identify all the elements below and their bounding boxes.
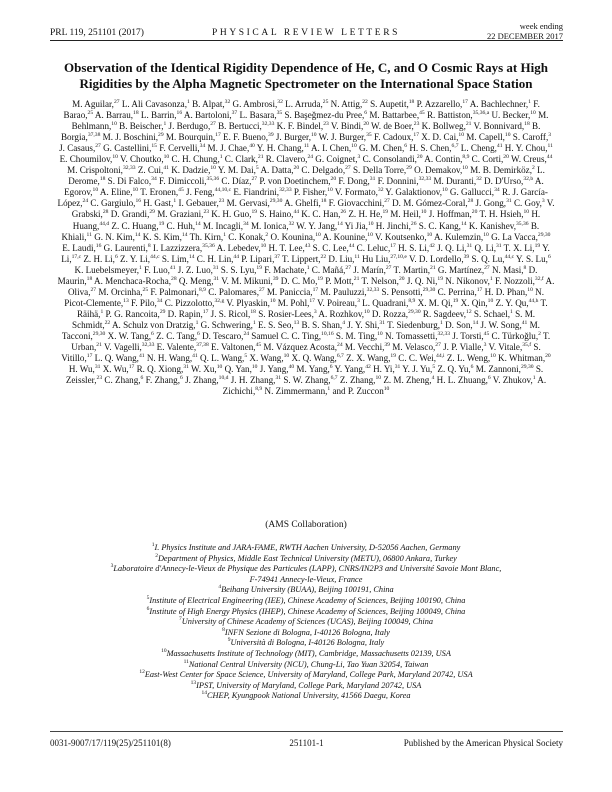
affiliation-item: [60, 564, 552, 575]
affiliation-number: 12: [139, 669, 145, 676]
doi-code: 0031-9007/17/119(25)/251101(8): [50, 738, 171, 748]
header-rule: [50, 40, 563, 41]
affiliation-number: 8: [222, 626, 225, 633]
week-ending-date: 22 DECEMBER 2017: [486, 30, 563, 41]
affiliation-number: 2: [155, 552, 158, 559]
affiliation-item: [60, 585, 552, 596]
page-header: [0, 0, 612, 60]
journal-reference: PRL 119, 251101 (2017): [50, 28, 144, 38]
affiliation-text: CHEP, Kyungpook National University, 41566 Daegu, Korea: [207, 691, 411, 701]
affiliation-text: National Central University (NCU), Chung-Li, Tao Yuan 32054, Taiwan: [188, 659, 429, 669]
affiliation-text: Beihang University (BUAA), Beijing 100191, China: [221, 585, 394, 595]
affiliation-item: [60, 681, 552, 692]
affiliation-item: [60, 617, 552, 628]
collaboration-name: (AMS Collaboration): [265, 520, 347, 530]
affiliation-text: Institute of High Energy Physics (IHEP), Chinese Academy of Sciences, Beijing 100049, China: [149, 606, 466, 616]
affiliation-number: 1: [151, 542, 155, 549]
author-list: M. Aguilar,$^{27}$ L. Ali Cavasonza,$^1$ B. Alpat,$^{32}$ G. Ambrosi,$^{32}$ L. Arruda,$^{25}$ N. Attig,$^{22}$ S. Aupetit,$^{18}$ P. Azzarello,$^{17}$ A. Bachlechner,$^1$ F. Barao,$^{25}$ A. Barrau,$^{18}$ L. Barrin,$^{16}$ A. Bartoloni,$^{37}$ L. Basara,$^{35}$ S. Başeğmez-du Pree,$^6$ M. Battarbee,$^{45}$ R. Battiston,$^{35,36,a}$ U. Becker,$^{10}$ M. Behlmann,$^{10}$ B. Beischer,$^1$ J. Berdugo,$^{27}$ B. Bertucci,$^{32,33}$ K. F. Bindel,$^{23}$ V. Bindi,$^{20}$ W. de Boer,$^{23}$ K. Bollweg,$^{21}$ V. Bonnivard,$^{18}$ B. Borgia,$^{37,38}$ M. J. Boschini,$^{29}$ M. Bourquin,$^{17}$ E. F. Bueno,$^{39}$ J. Burger,$^{10}$ W. J. Burger,$^{35}$ F. Cadoux,$^{17}$ X. D. Cai,$^{10}$ M. Capell,$^{10}$ S. Caroff,$^3$ J. Casaus,$^{27}$ G. Castellini,$^{15}$ F. Cervelli,$^{34}$ M. J. Chae,$^{40}$ Y. H. Chang,$^{11}$ A. I. Chen,$^{10}$ G. M. Chen,$^6$ H. S. Chen,$^{6,7}$ L. Cheng,$^{41}$ H. Y. Chou,$^{11}$ E. Choumilov,$^{10}$ V. Choutko,$^{10}$ C. H. Chung,$^1$ C. Clark,$^{21}$ R. Clavero,$^{24}$ G. Coignet,$^3$ C. Consolandi,$^{20}$ A. Contin,$^{8,9}$ C. Corti,$^{20}$ W. Creus,$^{44}$ M. Crispoltoni,$^{32,33}$ Z. Cui,$^{41}$ K. Dadzie,$^{10}$ Y. M. Dai,$^5$ A. Datta,$^{20}$ C. Delgado,$^{27}$ S. Della Torre,$^{29}$ O. Demakov,$^{10}$ M. B. Demirköz,$^2$ L. Derome,$^{18}$ S. Di Falco,$^{34}$ F. Dimiccoli,$^{35,36}$ C. Díaz,$^{27}$ P. von Doetinchem,$^{20}$ F. Dong,$^{31}$ F. Donnini,$^{32,33}$ M. Duranti,$^{32}$ D. D'Urso,$^{32,b}$ A. Egorov,$^{10}$ A. Eline,$^{10}$ T. Eronen,$^{45}$ J. Feng,$^{44,10,c}$ E. Fiandrini,$^{32,33}$ P. Fisher,$^{10}$ V. Formato,$^{32}$ Y. Galaktionov,$^{10}$ G. Gallucci,$^{34}$ R. J. García-López,$^{24}$ C. Gargiulo,$^{16}$ H. Gast,$^1$ I. Gebauer,$^{23}$ M. Gervasi,$^{29,30}$ A. Ghelfi,$^{18}$ F. Giovacchini,$^{27}$ D. M. Gómez-Coral,$^{28}$ J. Gong,$^{31}$ C. Goy,$^3$ V. Grabski,$^{28}$ D. Grandi,$^{29}$ M. Graziani,$^{23}$ K. H. Guo,$^{19}$ S. Haino,$^{44}$ K. C. Han,$^{26}$ Z. H. He,$^{19}$ M. Heil,$^{10}$ J. Hoffman,$^{20}$ T. H. Hsieh,$^{10}$ H. Huang,$^{44,d}$ Z. C. Huang,$^{19}$ C. Huh,$^{14}$ M. Incagli,$^{34}$ M. Ionica,$^{32}$ W. Y. Jang,$^{14}$ Yi Jia,$^{10}$ H. Jinchi,$^{26}$ S. C. Kang,$^{14}$ K. Kanishev,$^{35,36}$ B. Khiali,$^{11}$ G. N. Kim,$^{14}$ K. S. Kim,$^{14}$ Th. Kirn,$^1$ C. Konak,$^2$ O. Kounina,$^{10}$ A. Kounine,$^{10}$ V. Koutsenko,$^{10}$ A. Kulemzin,$^{10}$ G. La Vacca,$^{29,30}$ E. Laudi,$^{16}$ G. Laurenti,$^8$ I. Lazzizzera,$^{35,36}$ A. Lebedev,$^{10}$ H. T. Lee,$^{43}$ S. C. Lee,$^{44}$ C. Leluc,$^{17}$ H. S. Li,$^{42}$ J. Q. Li,$^{31}$ Q. Li,$^{31}$ T. X. Li,$^{19}$ Y. Li,$^{17,c}$ Z. H. Li,$^6$ Z. Y. Li,$^{44,c}$ S. Lim,$^{14}$ C. H. Lin,$^{44}$ P. Lipari,$^{37}$ T. Lippert,$^{22}$ D. Liu,$^{11}$ Hu Liu,$^{27,10,e}$ V. D. Lordello,$^{39}$ S. Q. Lu,$^{44,c}$ Y. S. Lu,$^6$ K. Luebelsmeyer,$^1$ F. Luo,$^{41}$ J. Z. Luo,$^{31}$ S. S. Lyu,$^{19}$ F. Machate,$^1$ C. Mañá,$^{27}$ J. Marín,$^{27}$ T. Martin,$^{21}$ G. Martínez,$^{27}$ N. Masi,$^8$ D. Maurin,$^{18}$ A. Menchaca-Rocha,$^{28}$ Q. Meng,$^{31}$ V. M. Mikuni,$^{39}$ D. C. Mo,$^{19}$ P. Mott,$^{21}$ T. Nelson,$^{20}$ J. Q. Ni,$^{19}$ N. Nikonov,$^1$ F. Nozzoli,$^{32,f}$ A. Oliva,$^{27}$ M. Orcinha,$^{25}$ F. Palmonari,$^{8,9}$ C. Palomares,$^{27}$ M. Paniccia,$^{17}$ M. Pauluzzi,$^{32,33}$ S. Pensotti,$^{29,30}$ C. Perrina,$^{17}$ H. D. Phan,$^{10}$ N. Picot-Clemente,$^{13}$ F. Pilo,$^{34}$ C. Pizzolotto,$^{32,g}$ V. Plyaskin,$^{10}$ M. Pohl,$^{17}$ V. Poireau,$^3$ L. Quadrani,$^{8,9}$ X. M. Qi,$^{19}$ X. Qin,$^{10}$ Z. Y. Qu,$^{44,h}$ T. Räihä,$^1$ P. G. Rancoita,$^{29}$ D. Rapin,$^{17}$ J. S. Ricol,$^{18}$ S. Rosier-Lees,$^3$ A. Rozhkov,$^{10}$ D. Rozza,$^{29,30}$ R. Sagdeev,$^{12}$ S. Schael,$^1$ S. M. Schmidt,$^{22}$ A. Schulz von Dratzig,$^1$ G. Schwering,$^1$ E. S. Seo,$^{13}$ B. S. Shan,$^4$ J. Y. Shi,$^{31}$ T. Siedenburg,$^1$ D. Son,$^{14}$ J. W. Song,$^{41}$ M. Tacconi,$^{29,30}$ X. W. Tang,$^6$ Z. C. Tang,$^6$ D. Tescaro,$^{24}$ Samuel C. C. Ting,$^{10,16}$ S. M. Ting,$^{10}$ N. Tomassetti,$^{32,33}$ J. Torsti,$^{45}$ C. Türkoğlu,$^2$ T. Urban,$^{21}$ V. Vagelli,$^{32,33}$ E. Valente,$^{37,38}$ E. Valtonen,$^{45}$ M. Vázquez Acosta,$^{24}$ M. Vecchi,$^{39}$ M. Velasco,$^{27}$ J. P. Vialle,$^3$ V. Vitale,$^{35,f}$ S. Vitillo,$^{17}$ L. Q. Wang,$^{41}$ N. H. Wang,$^{41}$ Q. L. Wang,$^5$ X. Wang,$^{10}$ X. Q. Wang,$^{6,7}$ Z. X. Wang,$^{19}$ C. C. Wei,$^{44,i}$ Z. L. Weng,$^{10}$ K. Whitman,$^{20}$ H. Wu,$^{31}$ X. Wu,$^{17}$ R. Q. Xiong,$^{31}$ W. Xu,$^{10}$ Q. Yan,$^{10}$ J. Yang,$^{40}$ M. Yang,$^6$ Y. Yang,$^{42}$ H. Yi,$^{31}$ Y. J. Yu,$^5$ Z. Q. Yu,$^6$ M. Zannoni,$^{29,30}$ S. Zeissler,$^{23}$ C. Zhang,$^6$ F. Zhang,$^6$ J. Zhang,$^{10,d}$ J. H. Zhang,$^{31}$ S. W. Zhang,$^{6,7}$ Z. Zhang,$^{10}$ Z. M. Zheng,$^4$ H. L. Zhuang,$^6$ V. Zhukov,$^1$ A. Zichichi,$^{8,9}$ N. Zimmermann,$^1$ and P. Zuccon$^{10}$: [57, 98, 555, 397]
affiliation-item: [60, 628, 552, 639]
page-footer: [50, 738, 563, 752]
affiliation-text: Institute of Electrical Engineering (IEE), Chinese Academy of Sciences, Beijing 100190, China: [149, 595, 466, 605]
journal-name: PHYSICAL REVIEW LETTERS: [211, 28, 401, 38]
affiliation-number: 11: [183, 658, 189, 665]
affiliation-text: I. Physics Institute and JARA-FAME, RWTH Aachen University, D-52056 Aachen, Germany: [154, 543, 461, 552]
affiliation-item: [60, 649, 552, 660]
affiliation-text: Massachusetts Institute of Technology (MIT), Cambridge, Massachusetts 02139, USA: [166, 648, 451, 658]
affiliation-text: University of Chinese Academy of Sciences (UCAS), Beijing 100049, China: [181, 617, 433, 627]
affiliation-number: 10: [161, 648, 167, 655]
affiliation-number: 13: [190, 679, 197, 686]
affiliation-item: [60, 660, 552, 671]
affiliation-text: Università di Bologna, I-40126 Bologna, Italy: [230, 638, 385, 648]
affiliation-text: F-74941 Annecy-le-Vieux, France: [249, 574, 363, 584]
affiliation-item: [60, 596, 552, 607]
affiliation-text: Department of Physics, Middle East Technical University (METU), 06800 Ankara, Turkey: [157, 553, 457, 563]
affiliation-text: INFN Sezione di Bologna, I-40126 Bologna, Italy: [224, 627, 390, 637]
affiliation-text: IPST, University of Maryland, College Park, Maryland 20742, USA: [196, 680, 422, 690]
footer-rule: [50, 731, 563, 732]
week-ending-label: week ending: [519, 21, 563, 31]
affiliation-number: 6: [146, 605, 150, 612]
publisher-line: Published by the American Physical Society: [403, 738, 563, 748]
affiliation-item: [60, 554, 552, 565]
affiliation-item: [60, 670, 552, 681]
affiliation-text: Laboratoire d'Annecy-le-Vieux de Physique des Particules (LAPP), CNRS/IN2P3 and Université Savoie Mont Blanc,: [113, 564, 502, 574]
page-number: 251101-1: [289, 738, 324, 748]
affiliation-number: 14: [201, 690, 207, 697]
affiliation-item: [60, 543, 552, 554]
affiliation-item: [60, 691, 552, 702]
issue-date: [487, 22, 563, 41]
affiliation-item: [60, 607, 552, 618]
affiliation-text: East-West Center for Space Science, University of Maryland, College Park, Maryland 20742, USA: [144, 670, 473, 680]
affiliation-number: 7: [179, 616, 182, 623]
affiliation-number: 5: [146, 595, 150, 602]
affiliation-number: 4: [218, 584, 222, 591]
affiliation-number: 3: [110, 563, 114, 570]
paper-title: Observation of the Identical Rigidity Dependence of He, C, and O Cosmic Rays at High Rigidities by the Alpha Magnetic Spectrometer on the International Space Station: [64, 60, 548, 91]
affiliation-list: [60, 543, 552, 702]
affiliation-item: [60, 575, 552, 586]
affiliation-item: [60, 638, 552, 649]
affiliation-number: 9: [227, 637, 231, 644]
